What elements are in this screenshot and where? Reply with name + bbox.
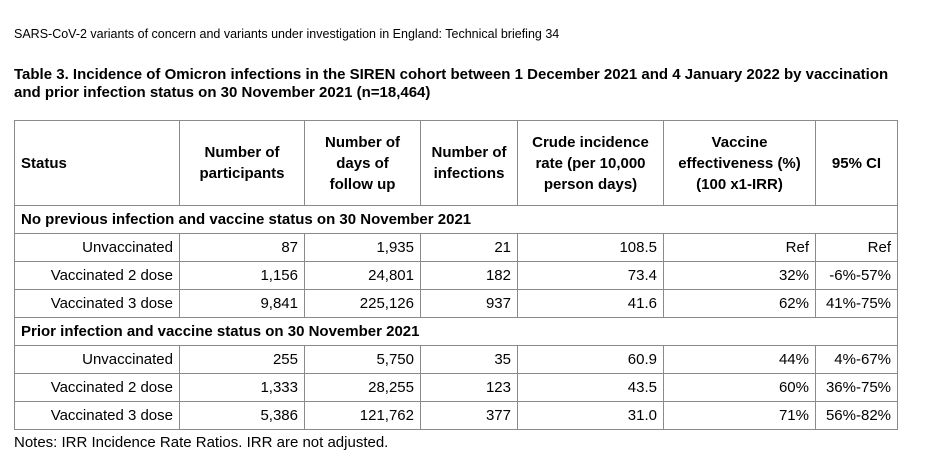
- table-cell: 9,841: [180, 290, 305, 318]
- table-cell: 32%: [664, 262, 816, 290]
- header-text-line: follow up: [329, 175, 396, 193]
- table-notes: Notes: IRR Incidence Rate Ratios. IRR are not adjusted.: [14, 434, 389, 451]
- table-cell: 44%: [664, 346, 816, 374]
- table-cell: 87: [180, 234, 305, 262]
- header-ci: [816, 121, 898, 206]
- header-text-line: participants: [199, 165, 285, 182]
- table-cell: 24,801: [305, 262, 421, 290]
- header-text-line: rate (per 10,000: [535, 154, 646, 172]
- header-follow-up-days: [305, 121, 421, 206]
- header-text-line: effectiveness (%): [678, 154, 801, 172]
- header-text-line: days of: [336, 154, 389, 172]
- table-cell: 31.0: [518, 402, 664, 430]
- group-header-row: [15, 318, 898, 346]
- header-text-line: Status: [21, 154, 67, 172]
- header-row: [15, 121, 898, 206]
- table-cell: 71%: [664, 402, 816, 430]
- table-row: [15, 262, 898, 290]
- table-cell: 377: [421, 402, 518, 430]
- table-cell: 937: [421, 290, 518, 318]
- table-cell: 4%-67%: [816, 346, 898, 374]
- table-cell: 255: [180, 346, 305, 374]
- table-row: [15, 290, 898, 318]
- table-cell: 41%-75%: [816, 290, 898, 318]
- header-text-line: Crude incidence: [532, 133, 649, 151]
- header-text-line: Number of: [204, 144, 280, 161]
- table-cell: 5,386: [180, 402, 305, 430]
- table-cell: 21: [421, 234, 518, 262]
- table-cell: 108.5: [518, 234, 664, 262]
- row-status-cell: Vaccinated 2 dose: [15, 374, 180, 402]
- document-header: SARS-CoV-2 variants of concern and variants under investigation in England: Technical briefing 34: [14, 27, 560, 41]
- table-cell: 1,156: [180, 262, 305, 290]
- group-header-row: [15, 206, 898, 234]
- header-text-line: (100 x1-IRR): [696, 175, 783, 193]
- header-text-line: 95% CI: [831, 154, 882, 172]
- table-cell: 5,750: [305, 346, 421, 374]
- incidence-table: [14, 120, 898, 430]
- group-title: Prior infection and vaccine status on 30 November 2021: [15, 318, 898, 346]
- table-cell: 73.4: [518, 262, 664, 290]
- table-cell: 60%: [664, 374, 816, 402]
- header-incidence-rate: [518, 121, 664, 206]
- table-cell: 225,126: [305, 290, 421, 318]
- caption-line-1: Table 3. Incidence of Omicron infections in the SIREN cohort between 1 December 2021 and 4 January 2022 by vaccination: [14, 66, 889, 83]
- table-cell: 41.6: [518, 290, 664, 318]
- table-row: [15, 402, 898, 430]
- group-title: No previous infection and vaccine status on 30 November 2021: [15, 206, 898, 234]
- header-text-line: Number of: [431, 144, 507, 161]
- header-text-line: Vaccine: [711, 133, 768, 151]
- row-status-cell: Unvaccinated: [15, 234, 180, 262]
- row-status-cell: Vaccinated 3 dose: [15, 402, 180, 430]
- table-cell: 182: [421, 262, 518, 290]
- table-cell: Ref: [816, 234, 898, 262]
- table-row: [15, 234, 898, 262]
- table-row: [15, 346, 898, 374]
- table-cell: 43.5: [518, 374, 664, 402]
- header-text-line: Number of: [325, 133, 400, 151]
- table-cell: 60.9: [518, 346, 664, 374]
- table-caption: [14, 66, 948, 102]
- table-cell: 123: [421, 374, 518, 402]
- header-participants: [180, 121, 305, 206]
- table-row: [15, 374, 898, 402]
- table-cell: 35: [421, 346, 518, 374]
- row-status-cell: Vaccinated 2 dose: [15, 262, 180, 290]
- table-cell: -6%-57%: [816, 262, 898, 290]
- table-cell: 1,935: [305, 234, 421, 262]
- header-text-line: person days): [543, 175, 638, 193]
- table-cell: 28,255: [305, 374, 421, 402]
- row-status-cell: Vaccinated 3 dose: [15, 290, 180, 318]
- table-cell: Ref: [664, 234, 816, 262]
- caption-line-2: and prior infection status on 30 November 2021 (n=18,464): [14, 84, 431, 101]
- header-infections: [421, 121, 518, 206]
- header-text-line: infections: [433, 165, 505, 182]
- table-cell: 56%-82%: [816, 402, 898, 430]
- header-vaccine-effectiveness: [664, 121, 816, 206]
- table-cell: 36%-75%: [816, 374, 898, 402]
- row-status-cell: Unvaccinated: [15, 346, 180, 374]
- header-status: [15, 121, 180, 206]
- table-cell: 121,762: [305, 402, 421, 430]
- table-cell: 1,333: [180, 374, 305, 402]
- table-body: [15, 206, 898, 430]
- table-cell: 62%: [664, 290, 816, 318]
